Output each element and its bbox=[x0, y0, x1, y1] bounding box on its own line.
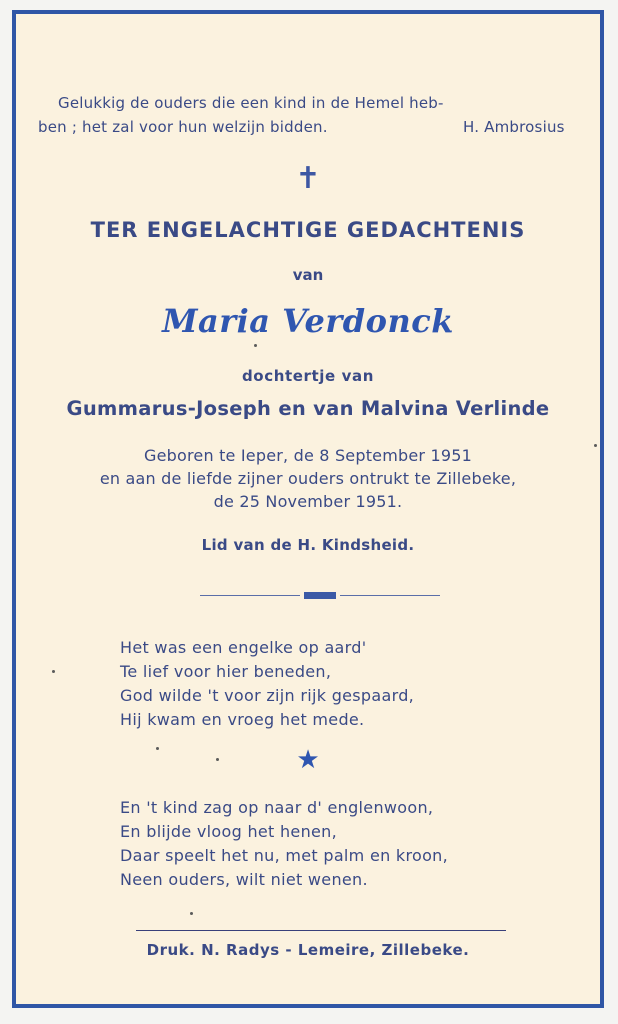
divider-right bbox=[340, 595, 440, 596]
poem-stanza-2 bbox=[120, 796, 448, 892]
divider-left bbox=[200, 595, 300, 596]
membership-line: Lid van de H. Kindsheid. bbox=[201, 536, 415, 554]
star-icon: ★ bbox=[296, 745, 320, 775]
poem-line: Het was een engelke op aard' bbox=[120, 638, 367, 657]
poem-line: Hij kwam en vroeg het mede. bbox=[120, 710, 365, 729]
relation-label: dochtertje van bbox=[241, 367, 375, 385]
print-speck bbox=[52, 670, 55, 673]
poem-line: En blijde vloog het henen, bbox=[120, 822, 337, 841]
birth-line-2: en aan de liefde zijner ouders ontrukt te Zillebeke, bbox=[99, 469, 517, 488]
poem-line: Daar speelt het nu, met palm en kroon, bbox=[120, 846, 449, 865]
cross-icon: ✝ bbox=[295, 161, 321, 196]
quote-line-2: ben ; het zal voor hun welzijn bidden. bbox=[38, 118, 328, 136]
poem-line: En 't kind zag op naar d' englenwoon, bbox=[120, 798, 434, 817]
divider-ornament bbox=[304, 592, 336, 599]
deceased-name: Maria Verdonck bbox=[162, 302, 454, 340]
quote-attribution: H. Ambrosius bbox=[463, 118, 565, 136]
parents-names: Gummarus-Joseph en van Malvina Verlinde bbox=[66, 397, 550, 420]
poem-line: Te lief voor hier beneden, bbox=[120, 662, 332, 681]
printer-credit: Druk. N. Radys - Lemeire, Zillebeke. bbox=[146, 941, 470, 959]
van-label: van bbox=[292, 266, 324, 284]
printer-rule bbox=[136, 930, 506, 931]
birth-line-1: Geboren te Ieper, de 8 September 1951 bbox=[144, 446, 472, 465]
poem-line: Neen ouders, wilt niet wenen. bbox=[120, 870, 368, 889]
print-speck bbox=[594, 444, 597, 447]
quote-line-1: Gelukkig de ouders die een kind in de Hemel heb- bbox=[58, 94, 444, 112]
memorial-card bbox=[12, 10, 604, 1008]
print-speck bbox=[216, 758, 219, 761]
print-speck bbox=[190, 912, 193, 915]
birth-line-3: de 25 November 1951. bbox=[213, 492, 403, 511]
card-heading: TER ENGELACHTIGE GEDACHTENIS bbox=[90, 218, 526, 242]
poem-line: God wilde 't voor zijn rijk gespaard, bbox=[120, 686, 415, 705]
print-speck bbox=[254, 344, 257, 347]
poem-stanza-1 bbox=[120, 636, 414, 732]
print-speck bbox=[156, 747, 159, 750]
